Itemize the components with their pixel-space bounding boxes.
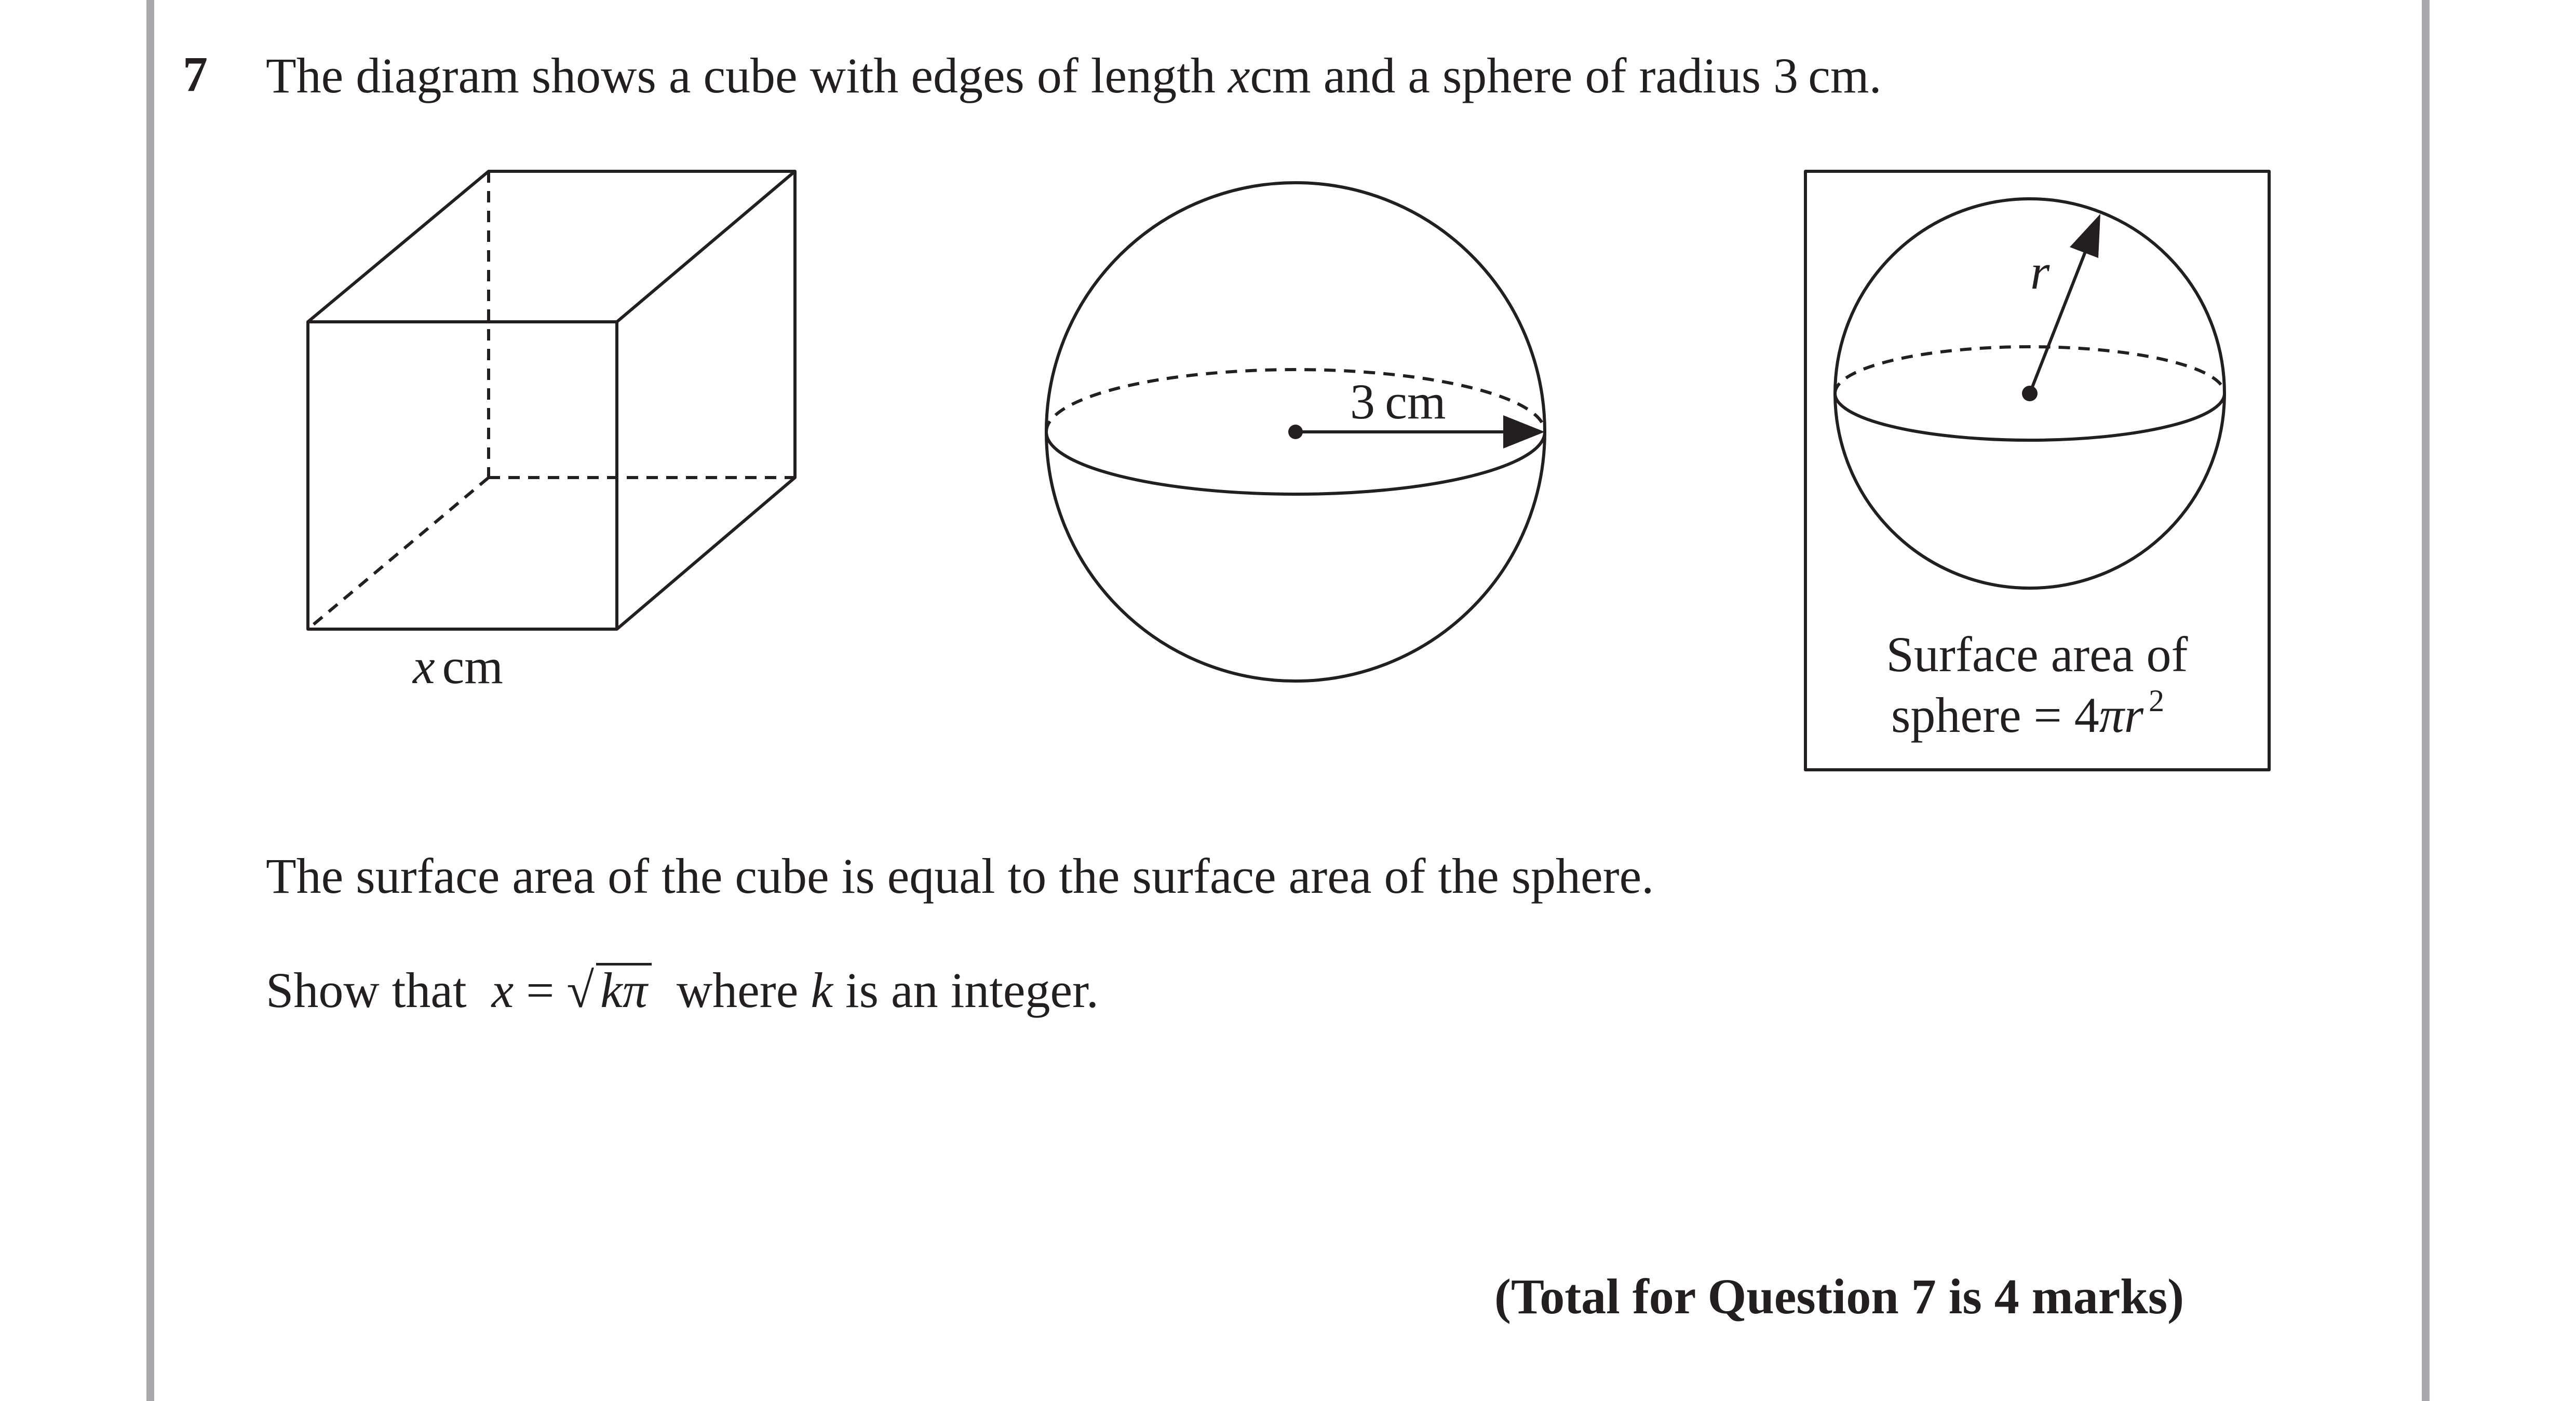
show-that-text bbox=[266, 962, 1099, 1018]
statement-text: The surface area of the cube is equal to the surface area of the sphere. bbox=[266, 848, 1654, 904]
cube-edge-label bbox=[412, 638, 503, 694]
formula-line-2 bbox=[1891, 684, 2164, 743]
question-text-end: cm and a sphere of radius 3 cm. bbox=[1250, 48, 1882, 103]
sphere-equator-front bbox=[1046, 432, 1545, 494]
question-text-start: The diagram shows a cube with edges of length bbox=[266, 48, 1228, 103]
formula-center-dot bbox=[2022, 386, 2038, 401]
formula-radius-arrowhead bbox=[2070, 214, 2100, 258]
formula-line-2-prefix: sphere = 4 bbox=[1891, 687, 2099, 743]
question-variable-x: x bbox=[1228, 48, 1250, 103]
sphere-center-dot bbox=[1288, 425, 1303, 439]
math-expression bbox=[491, 962, 652, 1018]
cube-top-face bbox=[308, 171, 795, 322]
formula-radius-symbol: r bbox=[2030, 244, 2050, 300]
sphere-radius-label: 3 cm bbox=[1350, 374, 1446, 429]
cube-hidden-edges bbox=[308, 171, 795, 629]
cube-front-face bbox=[308, 322, 617, 629]
question-number: 7 bbox=[183, 46, 208, 102]
math-equals: = bbox=[514, 962, 567, 1018]
cube-right-face bbox=[617, 171, 795, 629]
sqrt-argument: kπ bbox=[596, 963, 652, 1015]
square-root bbox=[567, 962, 651, 1018]
show-suffix: is an integer. bbox=[832, 962, 1099, 1018]
sqrt-symbol: √ bbox=[567, 962, 595, 1018]
total-marks: (Total for Question 7 is 4 marks) bbox=[1494, 1269, 2184, 1324]
cube-edge-label-unit: cm bbox=[442, 638, 503, 694]
cube-diagram bbox=[308, 171, 795, 629]
math-x: x bbox=[491, 962, 514, 1018]
formula-pi: π bbox=[2099, 687, 2124, 743]
formula-r: r bbox=[2124, 687, 2144, 743]
show-prefix: Show that bbox=[266, 962, 467, 1018]
show-mid: where bbox=[676, 962, 811, 1018]
cube-edge-label-var: x bbox=[413, 638, 435, 694]
formula-exponent: 2 bbox=[2149, 684, 2165, 718]
formula-line-1: Surface area of bbox=[1886, 627, 2188, 682]
show-k: k bbox=[811, 962, 833, 1018]
sphere-equator-back bbox=[1046, 370, 1545, 432]
